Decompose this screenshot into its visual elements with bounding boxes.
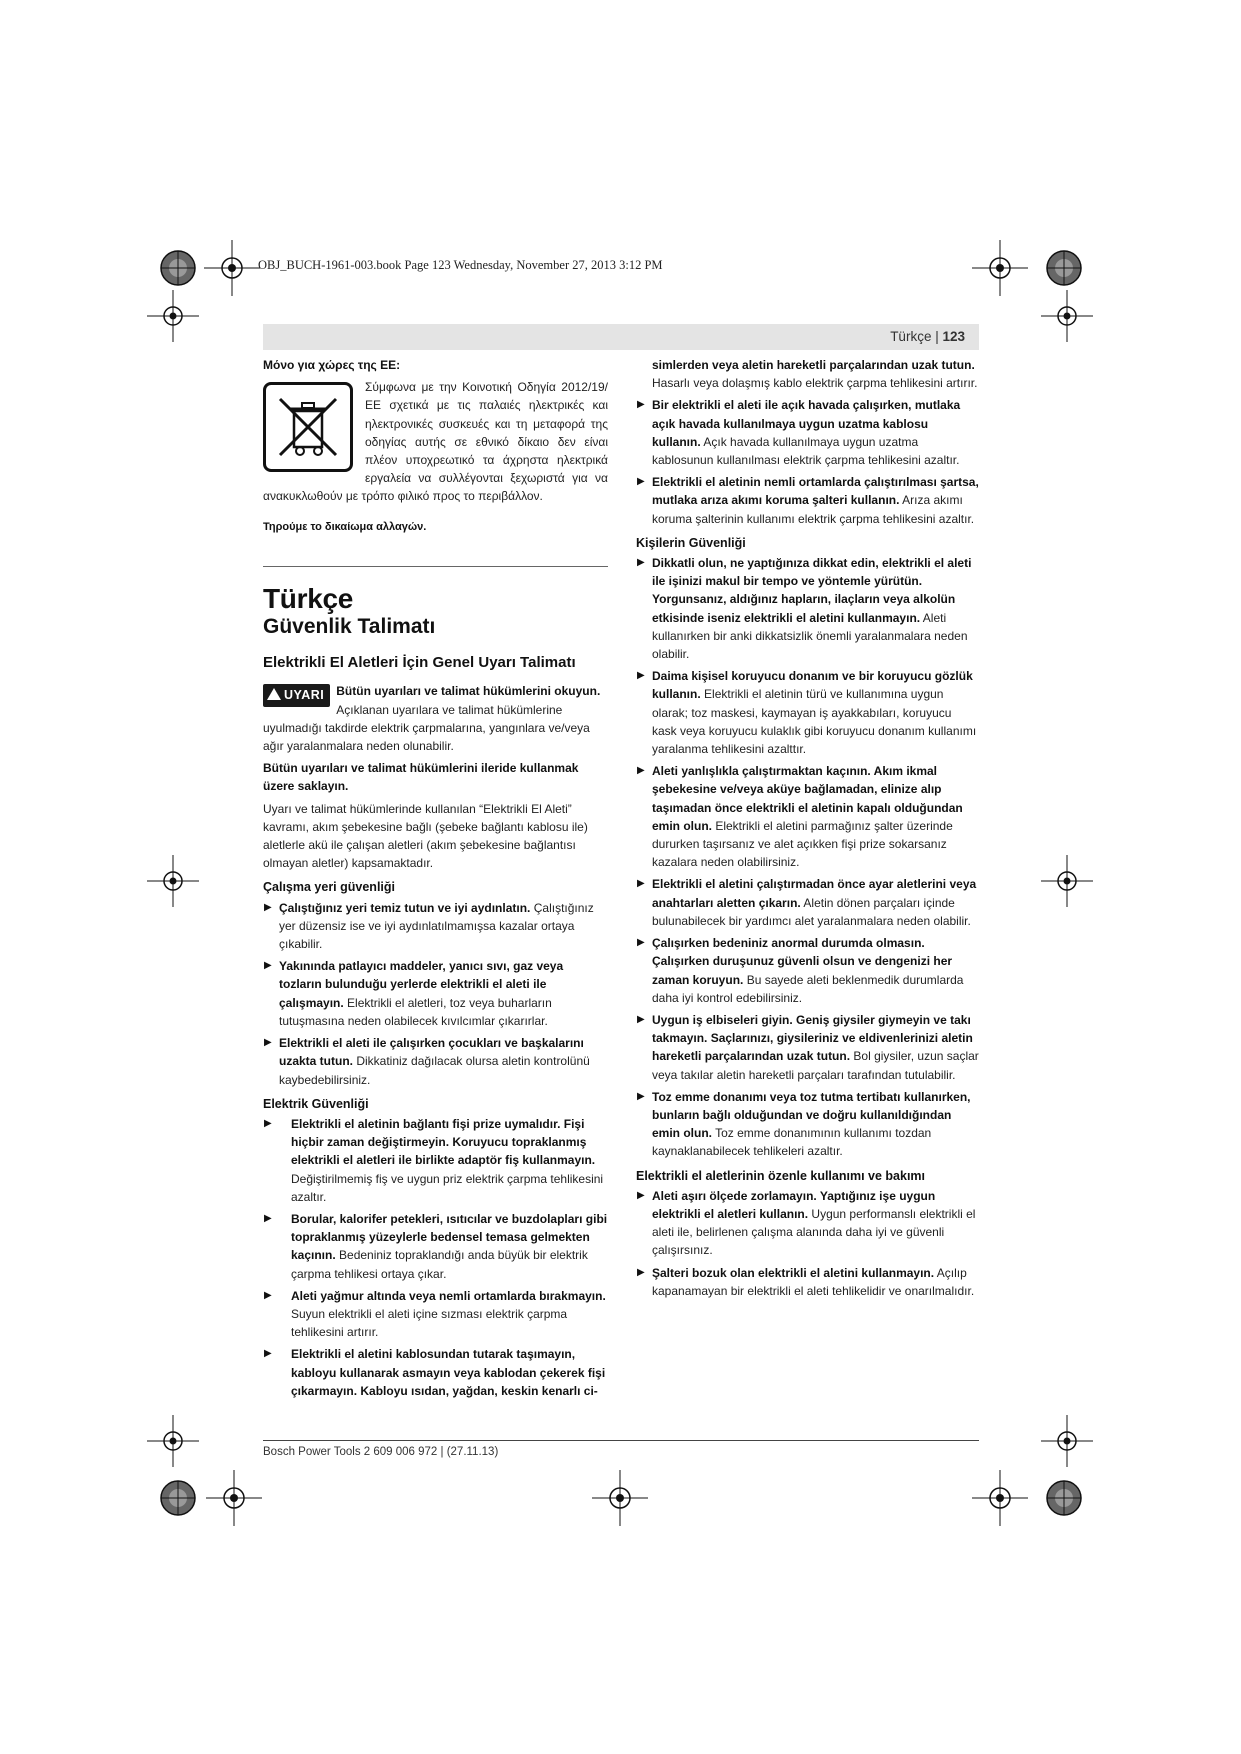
item-text: Aletin dönen parçaları içinde bulunabilecek bir yardımcı alet yaralanmalara neden olabilir. <box>652 895 971 928</box>
electric-safety-heading: Elektrik Güvenliği <box>263 1096 369 1111</box>
item-bold: Çalışırken bedeniniz anormal durumda olmasın. Çalışırken duruşunuz güvenli olsun ve dengenizi her zaman koruyun. <box>652 936 953 987</box>
item-text: Hasarlı veya dolaşmış kablo elektrik çarpma tehlikesini artırır. <box>652 376 978 391</box>
list-item <box>263 957 608 1030</box>
page-title: Türkçe <box>263 582 354 614</box>
item-bold: Aleti yağmur altında veya nemli ortamlarda bırakmayın. <box>291 1288 606 1303</box>
personal-safety-heading: Kişilerin Güvenliği <box>636 535 746 550</box>
bullet-triangle-icon: ▶ <box>264 960 272 972</box>
item-bold: Borular, kalorifer petekleri, ısıtıcılar ve buzdolapları gibi topraklanmış yüzeylerle bedensel temasa gelmekten kaçının. <box>291 1211 608 1263</box>
warning-badge <box>263 684 330 706</box>
item-text: Uygun performanslı elektrikli el aleti ile, belirlenen çalışma alanında daha iyi ve güvenli çalışırsınız. <box>652 1206 976 1258</box>
list-item <box>636 1011 979 1084</box>
item-text: Değiştirilmemiş fiş ve uygun priz elektrik çarpma tehlikesini azaltır. <box>291 1171 604 1204</box>
item-bold: Elektrikli el aletinin nemli ortamlarda çalıştırılması şartsa, mutlaka arıza akımı koruma şalteri kullanın. <box>652 475 979 508</box>
section-divider <box>263 566 608 567</box>
item-bold: Uygun iş elbiseleri giyin. Geniş giysiler giymeyin ve takı takmayın. Saçlarınızı, giysileriniz ve eldivenlerinizi aletin hareketli parçalarından uzak tutun. <box>652 1012 973 1064</box>
bullet-triangle-icon: ▶ <box>637 476 645 488</box>
item-bold: Bir elektrikli el aleti ile açık havada çalışırken, mutlaka açık havada kullanılmaya uygun uzatma kablosu kullanın. <box>652 398 961 449</box>
warning-bold: Bütün uyarıları ve talimat hükümlerini okuyun. <box>336 684 601 699</box>
item-bold: Daima kişisel koruyucu donanım ve bir koruyucu gözlük kullanın. <box>652 669 973 702</box>
registration-crosshair-icon <box>592 1470 648 1526</box>
bullet-triangle-icon: ▶ <box>637 765 645 777</box>
list-item <box>263 899 608 954</box>
greek-text: Σύμφωνα με την Κοινοτική Οδηγία 2012/19/ΕΕ σχετικά με τις παλαιές ηλεκτρικές και ηλεκτρονικές συσκευές και τη μεταφορά της οδηγίας αυτής σε εθνικό δίκαιο δεν είναι πλέον υποχρεωτικό τα άχρηστα ηλεκτρικά εργαλεία να συλλέγονται ξεχωριστά για να ανακυκλωθούν με τρόπο φιλικό προς το περιβάλλον. <box>263 380 608 504</box>
item-bold: Şalteri bozuk olan elektrikli el aletini kullanmayın. <box>652 1265 935 1280</box>
item-text: Bedeniniz topraklandığı anda büyük bir elektrik çarpma tehlikesi ortaya çıkar. <box>291 1248 588 1281</box>
list-item <box>263 1034 608 1089</box>
print-header: OBJ_BUCH-1961-003.book Page 123 Wednesday, November 27, 2013 3:12 PM <box>258 258 663 272</box>
registration-crosshair-icon <box>147 1415 199 1467</box>
bullet-triangle-icon: ▶ <box>264 1037 272 1049</box>
item-bold: simlerden veya aletin hareketli parçalarından uzak tutun. <box>652 358 975 372</box>
page-number: 123 <box>942 329 965 344</box>
item-bold: Yakınında patlayıcı maddeler, yanıcı sıvı, gaz veya tozların bulunduğu yerlerde elektrikli el aleti ile çalışmayın. <box>279 959 564 1010</box>
bullet-triangle-icon: ▶ <box>264 1348 272 1360</box>
color-target-icon <box>1044 248 1084 288</box>
running-head-section: Türkçe | <box>890 329 943 344</box>
continued-text <box>636 356 979 392</box>
list-item <box>636 934 979 1007</box>
item-text: Dikkatiniz dağılacak olursa aletin kontrolünü kaybedebilirsiniz. <box>279 1054 590 1087</box>
item-text: Çalıştığınız yer düzensiz ise ve iyi aydınlatılmamışsa kazalar ortaya çıkabilir. <box>279 900 594 952</box>
item-bold: Aleti aşırı ölçede zorlamayın. Yaptığınız işe uygun elektrikli el aletleri kullanın. <box>652 1188 936 1221</box>
item-bold: Elektrikli el aletini kablosundan tutarak taşımayın, kabloyu kullanarak asmayın veya kablodan çekerek fişi çıkarmayın. Kabloyu ısıdan, yağdan, keskin kenarlı ci- <box>291 1347 606 1398</box>
item-text: Bu sayede aleti beklenmedik durumlarda daha iyi kontrol edebilirsiniz. <box>652 972 964 1005</box>
registration-crosshair-icon <box>1041 290 1093 342</box>
registration-crosshair-icon <box>204 240 260 296</box>
registration-crosshair-icon <box>206 1470 262 1526</box>
registration-crosshair-icon <box>972 1470 1028 1526</box>
bullet-triangle-icon: ▶ <box>264 1289 272 1301</box>
weee-section <box>263 378 608 505</box>
item-bold: Dikkatli olun, ne yaptığınıza dikkat edin, elektrikli el aleti ile işinizi makul bir tempo ve yöntemle yürütün. Yorgunsanız, aldığınız hapların, ilaçların veya alkolün etkisinde iseniz elektrikli el aletini kullanmayın. <box>652 556 972 625</box>
page-subtitle: Güvenlik Talimatı <box>263 615 436 639</box>
item-bold: Aleti yanlışlıkla çalıştırmaktan kaçının. Akım ikmal şebekesine ve/veya aküye bağlamadan, elinize alıp taşımadan önce elektrikli el aletinin kapalı olduğundan emin olun. <box>652 764 963 833</box>
color-target-icon <box>158 1478 198 1518</box>
list-item <box>636 554 979 663</box>
warning-paragraph <box>263 682 608 755</box>
bullet-triangle-icon: ▶ <box>637 937 645 949</box>
bullet-triangle-icon: ▶ <box>637 557 645 569</box>
bullet-triangle-icon: ▶ <box>637 670 645 682</box>
bullet-triangle-icon: ▶ <box>637 1266 645 1278</box>
greek-rights-notice: Τηρούμε το δικαίωμα αλλαγών. <box>263 520 427 533</box>
greek-heading: Μόνο για χώρες της ΕΕ: <box>263 358 401 372</box>
item-text: Bol giysiler, uzun saçlar veya takılar aletin hareketli parçaları tarafından tutulabilir. <box>652 1049 979 1082</box>
bullet-triangle-icon: ▶ <box>264 1117 272 1129</box>
item-text: Açılıp kapanamayan bir elektrikli el aleti tehlikelidir ve onarılmalıdır. <box>652 1265 975 1298</box>
tool-care-heading: Elektrikli el aletlerinin özenle kullanımı ve bakımı <box>636 1168 926 1183</box>
item-text: Elektrikli el aletini parmağınız şalter üzerinde dururken taşırsanız ve alet açıkken fişi prize sokarsanız kazalara neden olabilirsiniz. <box>652 818 953 870</box>
item-bold: Elektrikli el aletini çalıştırmadan önce ayar aletlerini veya anahtarları aletten çıkarın. <box>652 877 977 910</box>
bullet-triangle-icon: ▶ <box>637 1013 645 1025</box>
list-item <box>263 1345 608 1400</box>
crossed-out-bin-icon <box>263 382 353 472</box>
bullet-triangle-icon: ▶ <box>637 1189 645 1201</box>
work-area-heading: Çalışma yeri güvenliği <box>263 880 395 895</box>
list-item <box>636 1264 979 1300</box>
registration-crosshair-icon <box>1041 855 1093 907</box>
registration-crosshair-icon <box>147 290 199 342</box>
list-item <box>636 667 979 758</box>
warning-triangle-icon <box>267 688 281 700</box>
registration-crosshair-icon <box>972 240 1028 296</box>
list-item <box>636 1187 979 1260</box>
warning-label: UYARI <box>284 688 325 703</box>
item-bold: Elektrikli el aleti ile çalışırken çocukları ve başkalarını uzakta tutun. <box>279 1036 584 1069</box>
item-bold: Elektrikli el aletinin bağlantı fişi prize uymalıdır. Fişi hiçbir zaman değiştirmeyin. Koruyucu topraklanmış elektrikli el aletleri ile birlikte adaptör fiş kullanmayın. <box>291 1116 596 1168</box>
list-item <box>263 1115 608 1206</box>
right-column <box>636 356 979 1304</box>
item-text: Elektrikli el aletleri, toz veya buharların tutuşmasına neden olabilecek kıvılcımlar çıkarırlar. <box>279 995 552 1028</box>
section-title: Elektrikli El Aletleri İçin Genel Uyarı Talimatı <box>263 654 576 672</box>
item-bold: Çalıştığınız yeri temiz tutun ve iyi aydınlatın. <box>279 900 531 915</box>
item-text: Açık havada kullanılmaya uygun uzatma kablosunun kullanılması elektrik çarpma tehlikesini azaltır. <box>652 434 960 468</box>
bullet-triangle-icon: ▶ <box>264 1212 272 1224</box>
item-text: Suyun elektrikli el aleti içine sızması elektrik çarpma tehlikesini artırır. <box>291 1306 568 1340</box>
bullet-triangle-icon: ▶ <box>637 1090 645 1102</box>
list-item <box>636 875 979 930</box>
list-item <box>636 762 979 871</box>
color-target-icon <box>1044 1478 1084 1518</box>
list-item <box>263 1210 608 1283</box>
term-definition: Uyarı ve talimat hükümlerinde kullanılan “Elektrikli El Aleti” kavramı, akım şebekesine bağlı (şebeke bağlantı kablosu ile) aletlerle akü ile çalışan aletleri (akım şebekesine bağlantısı olmayan aletler) kapsamaktadır. <box>263 801 588 871</box>
footer-text: Bosch Power Tools 2 609 006 972 | (27.11.13) <box>263 1446 499 1458</box>
list-item <box>636 473 979 528</box>
keep-notice: Bütün uyarıları ve talimat hükümlerini ileride kullanmak üzere saklayın. <box>263 761 579 794</box>
warning-text: Açıklanan uyarılara ve talimat hükümlerine uyulmadığı takdirde elektrik çarpmalarına, yangınlara ve/veya ağır yaralanmalara neden olunabilir. <box>263 702 590 754</box>
list-item <box>636 396 979 469</box>
item-text: Aleti kullanırken bir anki dikkatsizlik önemli yaralanmalara neden olabilir. <box>652 610 968 662</box>
item-bold: Toz emme donanımı veya toz tutma tertibatı kullanırken, bunların bağlı olduğundan ve doğru kullanıldığından emin olun. <box>652 1089 971 1141</box>
color-target-icon <box>158 248 198 288</box>
running-head-label <box>890 329 965 344</box>
running-head <box>263 324 979 350</box>
list-item <box>636 1088 979 1161</box>
left-column <box>263 356 608 1404</box>
registration-crosshair-icon <box>1041 1415 1093 1467</box>
bullet-triangle-icon: ▶ <box>637 399 645 411</box>
bullet-triangle-icon: ▶ <box>264 901 272 913</box>
item-text: Elektrikli el aletinin türü ve kullanımına uygun olarak; toz maskesi, kaymayan iş ayakkabıları, koruyucu kask veya koruyucu kulaklık gibi koruyucu donanım kullanımı yaralanma tehlikesini azalttır. <box>652 687 977 757</box>
registration-crosshair-icon <box>147 855 199 907</box>
item-text: Arıza akımı koruma şalterinin kullanımı elektrik çarpma tehlikesini azaltır. <box>652 493 975 526</box>
footer-rule <box>263 1440 979 1441</box>
item-text: Toz emme donanımının kullanımı tozdan kaynaklanabilecek tehlikeleri azaltır. <box>652 1126 932 1159</box>
list-item <box>263 1287 608 1342</box>
bullet-triangle-icon: ▶ <box>637 878 645 890</box>
